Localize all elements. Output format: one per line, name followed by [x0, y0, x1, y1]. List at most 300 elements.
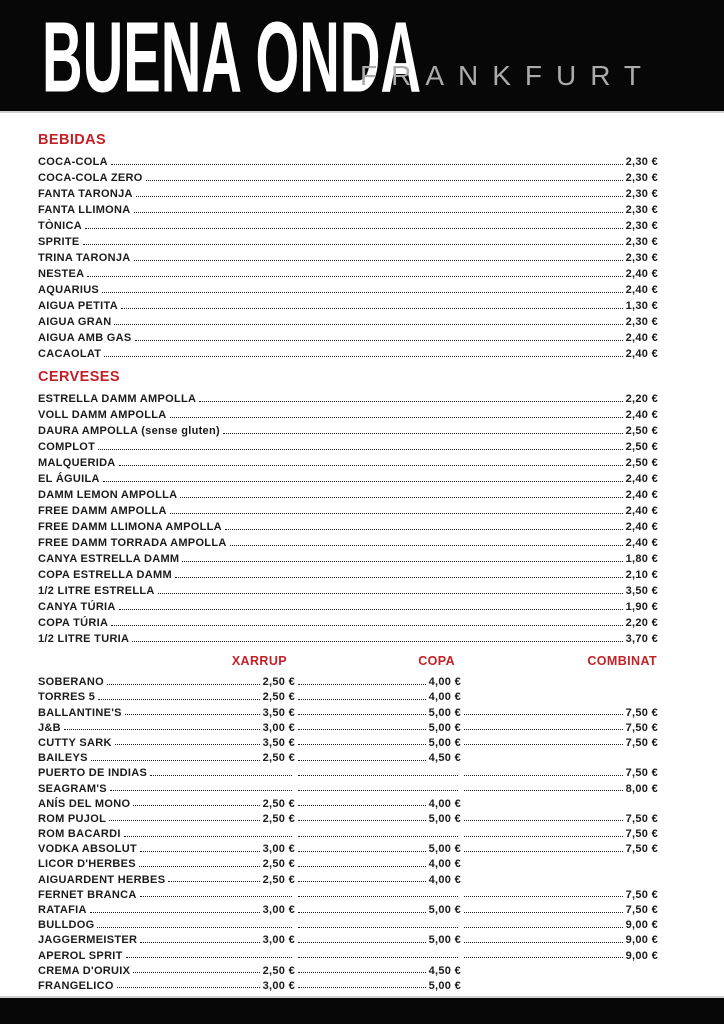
item-price: 2,40 € — [625, 537, 658, 549]
dot-leader — [87, 276, 622, 277]
menu-item-row — [38, 533, 658, 549]
dot-leader — [298, 851, 426, 852]
menu-section — [38, 369, 658, 645]
item-name: MALQUERIDA — [38, 457, 116, 469]
item-name: BAILEYS — [38, 752, 88, 765]
menu-item-row — [38, 469, 658, 485]
brand-logo-text: BUENA ONDA — [42, 1, 422, 114]
item-price: 2,30 € — [625, 188, 658, 200]
dot-leader — [140, 851, 260, 852]
dot-leader — [298, 987, 426, 988]
item-name: FRANGELICO — [38, 979, 114, 992]
dot-leader — [464, 942, 623, 943]
price-cell — [295, 749, 461, 764]
item-price: 2,20 € — [625, 617, 658, 629]
price-cell — [461, 703, 658, 718]
price-cell — [461, 886, 658, 901]
item-price: 7,50 € — [625, 812, 658, 825]
menu-item-row — [38, 565, 658, 581]
item-price: 3,00 € — [262, 904, 295, 916]
dot-leader — [298, 744, 426, 745]
price-cell — [38, 977, 295, 992]
menu-item-row — [38, 886, 658, 901]
dot-leader — [115, 744, 260, 745]
price-cell — [38, 795, 295, 810]
price-cell — [38, 946, 295, 961]
dot-leader — [132, 641, 622, 642]
item-price: 2,50 € — [262, 812, 295, 825]
item-price: 3,00 € — [262, 843, 295, 856]
price-cell — [461, 977, 658, 992]
item-price: 9,00 € — [625, 919, 658, 932]
item-price: 3,00 € — [262, 721, 295, 734]
menu-item-row — [38, 232, 658, 248]
footer-banner — [0, 996, 724, 1024]
item-price: 8,00 € — [625, 782, 658, 795]
item-price: 2,40 € — [625, 332, 658, 344]
menu-item-row — [38, 517, 658, 533]
column-header-xarrup: XARRUP — [231, 654, 287, 668]
dot-leader — [464, 851, 623, 852]
price-cell — [295, 901, 461, 916]
price-cell — [38, 673, 295, 688]
price-cell — [295, 688, 461, 703]
price-cell — [38, 734, 295, 749]
dot-leader — [126, 957, 292, 958]
dot-leader — [298, 927, 458, 928]
price-cell — [461, 734, 658, 749]
item-price: 2,50 € — [625, 457, 658, 469]
item-name: SPRITE — [38, 236, 80, 248]
dot-leader — [98, 699, 259, 700]
dot-leader — [298, 942, 426, 943]
menu-item-row — [38, 749, 658, 764]
dot-leader — [298, 836, 458, 837]
price-cell — [295, 779, 461, 794]
menu-item-row — [38, 613, 658, 629]
price-cell — [461, 946, 658, 961]
item-name: ROM BACARDI — [38, 828, 121, 841]
dot-leader — [140, 896, 292, 897]
item-price: 5,00 € — [428, 904, 461, 916]
dot-leader — [298, 729, 426, 730]
dot-leader — [64, 729, 260, 730]
menu-item-row — [38, 184, 658, 200]
dot-leader — [158, 593, 623, 594]
price-cell — [295, 795, 461, 810]
item-price: 2,50 € — [625, 425, 658, 437]
item-name: 1/2 LITRE ESTRELLA — [38, 585, 155, 597]
price-cell — [38, 703, 295, 718]
item-name: ANÍS DEL MONO — [38, 797, 131, 810]
dot-leader — [464, 729, 623, 730]
dot-leader — [298, 790, 458, 791]
price-cell — [38, 688, 295, 703]
menu-item-row — [38, 549, 658, 565]
item-price: 2,50 € — [262, 752, 295, 765]
item-name: APEROL SPRIT — [38, 949, 123, 962]
dot-leader — [180, 497, 622, 498]
menu-item-row — [38, 200, 658, 216]
dot-leader — [298, 957, 458, 958]
item-name: BALLANTINE'S — [38, 706, 122, 719]
menu-item-row — [38, 916, 658, 931]
item-price: 2,30 € — [625, 252, 658, 264]
menu-item-row — [38, 810, 658, 825]
dot-leader — [464, 820, 623, 821]
dot-leader — [182, 561, 622, 562]
price-cell — [461, 870, 658, 885]
item-price: 7,50 € — [625, 736, 658, 749]
dot-leader — [298, 714, 426, 715]
item-name: TRINA TARONJA — [38, 252, 131, 264]
dot-leader — [298, 866, 426, 867]
menu-item-row — [38, 734, 658, 749]
item-price: 2,30 € — [625, 220, 658, 232]
dot-leader — [464, 927, 623, 928]
item-price: 2,10 € — [625, 569, 658, 581]
item-name: FANTA LLIMONA — [38, 204, 131, 216]
price-cell — [461, 855, 658, 870]
item-price: 2,40 € — [625, 489, 658, 501]
menu-item-row — [38, 870, 658, 885]
menu-item-row — [38, 296, 658, 312]
item-price: 4,00 € — [428, 691, 461, 704]
dot-leader — [168, 881, 259, 882]
item-price: 5,00 € — [428, 721, 461, 734]
menu-item-row — [38, 795, 658, 810]
price-cell — [295, 673, 461, 688]
item-name: J&B — [38, 721, 61, 734]
menu-item-row — [38, 168, 658, 184]
item-price: 2,50 € — [262, 873, 295, 886]
item-name: AQUARIUS — [38, 284, 100, 296]
menu-item-row — [38, 977, 658, 992]
item-price: 3,70 € — [625, 633, 658, 645]
menu-item-row — [38, 946, 658, 961]
price-cell — [295, 825, 461, 840]
item-price: 9,00 € — [625, 949, 658, 962]
dot-leader — [298, 820, 426, 821]
menu-section — [38, 132, 658, 360]
menu-item-row — [38, 688, 658, 703]
item-price: 7,50 € — [625, 767, 658, 780]
dot-leader — [199, 401, 622, 402]
price-cell — [38, 962, 295, 977]
menu-item-row — [38, 264, 658, 280]
dot-leader — [134, 260, 623, 261]
item-price: 7,50 € — [625, 888, 658, 901]
item-price: 4,00 € — [428, 797, 461, 810]
item-name: FANTA TARONJA — [38, 188, 133, 200]
item-price: 1,80 € — [625, 553, 658, 565]
price-cell — [38, 764, 295, 779]
item-name: JAGGERMEISTER — [38, 934, 138, 947]
item-name: CANYA ESTRELLA DAMM — [38, 553, 180, 565]
dot-leader — [110, 790, 292, 791]
item-price: 2,40 € — [625, 284, 658, 296]
dot-leader — [223, 433, 623, 434]
dot-leader — [298, 775, 458, 776]
dot-leader — [109, 820, 260, 821]
price-columns-header — [38, 654, 658, 671]
item-price: 3,00 € — [262, 979, 295, 992]
price-cell — [295, 870, 461, 885]
item-price: 5,00 € — [428, 736, 461, 749]
item-price: 5,00 € — [428, 812, 461, 825]
dot-leader — [225, 529, 623, 530]
item-name: PUERTO DE INDIAS — [38, 767, 148, 780]
price-cell — [38, 810, 295, 825]
price-cell — [38, 855, 295, 870]
price-cell — [38, 901, 295, 916]
dot-leader — [170, 417, 623, 418]
item-price: 2,50 € — [262, 797, 295, 810]
price-cell — [38, 779, 295, 794]
menu-item-row — [38, 931, 658, 946]
price-cell — [461, 673, 658, 688]
item-name: ESTRELLA DAMM AMPOLLA — [38, 393, 197, 405]
item-name: SOBERANO — [38, 676, 104, 689]
item-price: 3,50 € — [625, 585, 658, 597]
item-price: 5,00 € — [428, 843, 461, 856]
item-name: VODKA ABSOLUT — [38, 843, 138, 856]
dot-leader — [107, 684, 260, 685]
item-name: TORRES 5 — [38, 691, 96, 704]
brand-city-text: FRANKFURT — [360, 60, 656, 91]
item-price: 7,50 € — [625, 843, 658, 856]
dot-leader — [464, 714, 623, 715]
item-price: 1,90 € — [625, 601, 658, 613]
item-name: SEAGRAM'S — [38, 782, 107, 795]
menu-item-row — [38, 629, 658, 645]
item-name: COPA TÚRIA — [38, 617, 109, 629]
item-name: DAURA AMPOLLA (sense gluten) — [38, 425, 220, 437]
dot-leader — [298, 912, 426, 913]
price-cell — [38, 870, 295, 885]
dot-leader — [124, 836, 292, 837]
menu-item-row — [38, 764, 658, 779]
item-price: 2,50 € — [262, 964, 295, 977]
section-title: BEBIDAS — [38, 132, 107, 148]
price-cell — [295, 977, 461, 992]
price-cell — [461, 764, 658, 779]
price-cell — [461, 931, 658, 946]
menu-item-row — [38, 312, 658, 328]
dot-leader — [298, 684, 426, 685]
dot-leader — [85, 228, 623, 229]
item-name: LICOR D'HERBES — [38, 858, 136, 871]
dot-leader — [119, 465, 623, 466]
price-cell — [461, 779, 658, 794]
item-name: VOLL DAMM AMPOLLA — [38, 409, 167, 421]
item-name: CUTTY SARK — [38, 736, 112, 749]
item-name: AIGUA AMB GAS — [38, 332, 132, 344]
menu-item-row — [38, 962, 658, 977]
item-price: 2,50 € — [262, 676, 295, 689]
menu-item-row — [38, 703, 658, 718]
dot-leader — [135, 340, 623, 341]
menu-item-row — [38, 405, 658, 421]
price-cell — [461, 810, 658, 825]
item-name: COMPLOT — [38, 441, 96, 453]
price-cell — [38, 916, 295, 931]
price-cell — [295, 946, 461, 961]
price-cell — [295, 855, 461, 870]
price-cell — [461, 688, 658, 703]
price-cell — [295, 962, 461, 977]
item-price: 4,00 € — [428, 873, 461, 886]
item-price: 7,50 € — [625, 721, 658, 734]
section-title: CERVESES — [38, 369, 120, 385]
item-price: 4,50 € — [428, 752, 461, 765]
item-price: 5,00 € — [428, 979, 461, 992]
dot-leader — [97, 927, 292, 928]
item-price: 2,30 € — [625, 172, 658, 184]
column-header-combinat: COMBINAT — [587, 654, 657, 668]
dot-leader — [464, 790, 623, 791]
item-price: 4,00 € — [428, 676, 461, 689]
menu-item-row — [38, 421, 658, 437]
item-name: 1/2 LITRE TURIA — [38, 633, 130, 645]
menu-item-row — [38, 855, 658, 870]
dot-leader — [104, 356, 622, 357]
header-banner — [0, 0, 724, 113]
item-price: 2,50 € — [625, 441, 658, 453]
dot-leader — [175, 577, 623, 578]
menu-item-row — [38, 280, 658, 296]
item-price: 9,00 € — [625, 934, 658, 947]
menu-item-row — [38, 840, 658, 855]
menu-item-row — [38, 152, 658, 168]
item-name: BULLDOG — [38, 919, 95, 932]
dot-leader — [134, 212, 623, 213]
dot-leader — [98, 449, 623, 450]
item-price: 7,50 € — [625, 706, 658, 719]
price-cell — [38, 749, 295, 764]
dot-leader — [119, 609, 623, 610]
price-cell — [38, 886, 295, 901]
menu-item-row — [38, 216, 658, 232]
menu-item-row — [38, 485, 658, 501]
menu-item-row — [38, 597, 658, 613]
dot-leader — [102, 292, 623, 293]
item-price: 2,20 € — [625, 393, 658, 405]
menu-item-row — [38, 719, 658, 734]
menu-item-row — [38, 825, 658, 840]
menu-item-row — [38, 581, 658, 597]
item-price: 4,00 € — [428, 858, 461, 871]
price-cell — [38, 931, 295, 946]
dot-leader — [298, 881, 426, 882]
dot-leader — [136, 196, 623, 197]
item-name: AIGUA GRAN — [38, 316, 112, 328]
price-cell — [461, 840, 658, 855]
dot-leader — [114, 324, 622, 325]
price-cell — [461, 962, 658, 977]
item-price: 3,50 € — [262, 736, 295, 749]
dot-leader — [121, 308, 623, 309]
item-name: NESTEA — [38, 268, 85, 280]
price-cell — [295, 886, 461, 901]
price-cell — [38, 825, 295, 840]
item-name: TÒNICA — [38, 220, 82, 232]
menu-item-row — [38, 248, 658, 264]
price-cell — [461, 719, 658, 734]
price-cell — [461, 825, 658, 840]
item-price: 3,00 € — [262, 934, 295, 947]
dot-leader — [298, 760, 426, 761]
price-cell — [461, 901, 658, 916]
item-price: 7,50 € — [625, 828, 658, 841]
dot-leader — [133, 805, 259, 806]
price-cell — [295, 764, 461, 779]
menu-item-row — [38, 344, 658, 360]
price-cell — [295, 703, 461, 718]
dot-leader — [170, 513, 623, 514]
menu-item-row — [38, 437, 658, 453]
item-name: CACAOLAT — [38, 348, 102, 360]
item-price: 2,40 € — [625, 521, 658, 533]
item-price: 5,00 € — [428, 706, 461, 719]
dot-leader — [464, 836, 623, 837]
price-cell — [295, 719, 461, 734]
dot-leader — [230, 545, 623, 546]
item-name: ROM PUJOL — [38, 812, 107, 825]
price-cell — [38, 719, 295, 734]
menu-item-row — [38, 901, 658, 916]
item-price: 2,50 € — [262, 858, 295, 871]
dot-leader — [133, 972, 259, 973]
dot-leader — [464, 896, 623, 897]
dot-leader — [146, 180, 623, 181]
item-name: RATAFIA — [38, 904, 87, 916]
menu-sections — [38, 132, 658, 1001]
dot-leader — [464, 912, 623, 913]
column-header-copa: COPA — [418, 654, 455, 668]
item-name: FERNET BRANCA — [38, 888, 137, 901]
item-price: 2,30 € — [625, 316, 658, 328]
item-name: DAMM LEMON AMPOLLA — [38, 489, 178, 501]
menu-item-row — [38, 389, 658, 405]
dot-leader — [298, 896, 458, 897]
item-name: AIGUA PETITA — [38, 300, 118, 312]
item-name: CREMA D'ORUIX — [38, 964, 131, 977]
menu-item-row — [38, 501, 658, 517]
item-price: 2,30 € — [625, 236, 658, 248]
dot-leader — [464, 775, 623, 776]
price-cell — [295, 734, 461, 749]
price-cell — [461, 795, 658, 810]
dot-leader — [103, 481, 623, 482]
menu-item-row — [38, 673, 658, 688]
item-name: AIGUARDENT HERBES — [38, 873, 166, 886]
dot-leader — [111, 625, 622, 626]
dot-leader — [140, 942, 259, 943]
item-price: 4,50 € — [428, 964, 461, 977]
item-price: 2,30 € — [625, 204, 658, 216]
item-price: 2,40 € — [625, 268, 658, 280]
item-price: 2,40 € — [625, 409, 658, 421]
dot-leader — [298, 972, 426, 973]
item-price: 5,00 € — [428, 934, 461, 947]
item-price: 2,40 € — [625, 473, 658, 485]
item-price: 2,30 € — [625, 156, 658, 168]
menu-item-row — [38, 328, 658, 344]
price-cell — [295, 810, 461, 825]
dot-leader — [117, 987, 260, 988]
dot-leader — [125, 714, 260, 715]
